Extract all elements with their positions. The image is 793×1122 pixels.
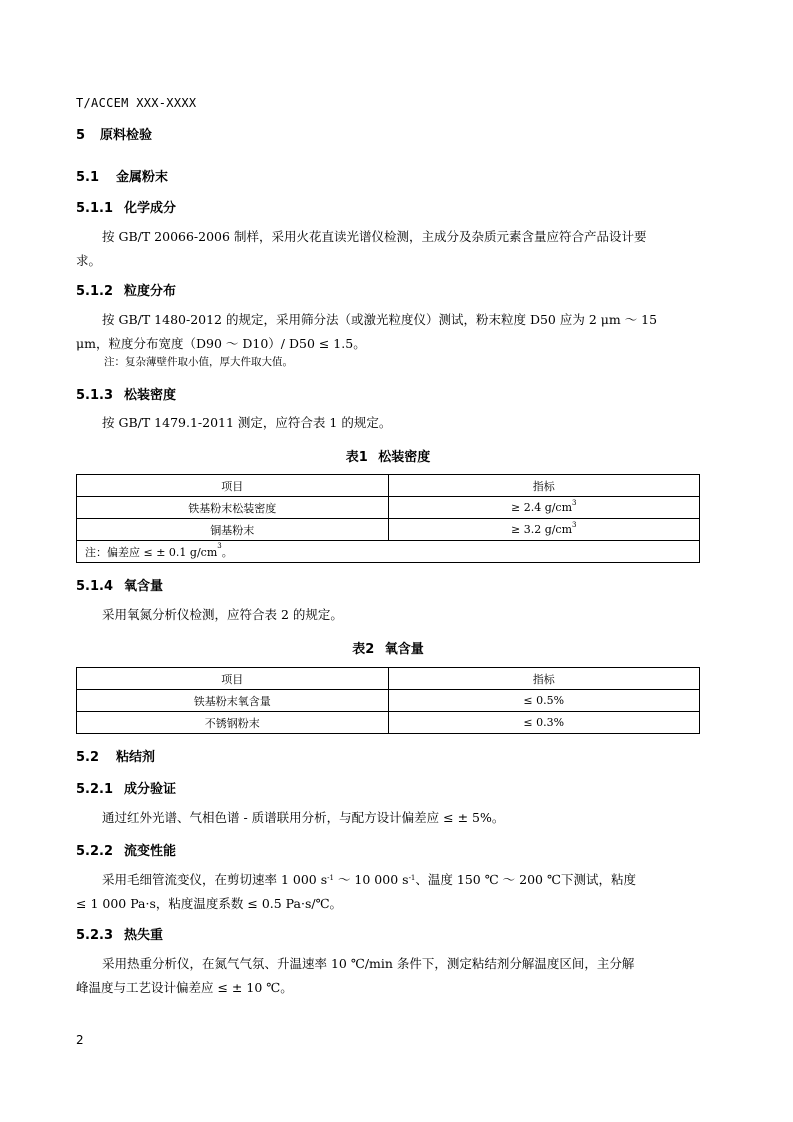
text-run: ～ 10 000 s — [333, 872, 409, 887]
heading-number: 5.2.2 — [76, 844, 114, 859]
table-2-caption: 表2 氧含量 — [352, 642, 424, 657]
table-header-cell: 指标 — [388, 475, 700, 497]
heading-5-1-2 — [76, 280, 176, 299]
table-cell-value — [388, 497, 700, 519]
table-cell-item: 铁基粉末松装密度 — [77, 497, 389, 519]
heading-number: 5.2.1 — [76, 782, 114, 797]
heading-title: 原料检验 — [100, 128, 153, 143]
heading-5-2-2 — [76, 840, 176, 859]
paragraph-line: ≤ 1 000 Pa·s，粘度温度系数 ≤ 0.5 Pa·s/℃。 — [76, 896, 343, 911]
table-note-cell — [77, 541, 700, 563]
heading-title: 金属粉末 — [116, 170, 169, 185]
paragraph-oxygen-content — [76, 603, 700, 627]
table-cell-value: ≤ 0.5% — [388, 690, 700, 712]
paragraph-line: 按 GB/T 1479.1-2011 测定，应符合表 1 的规定。 — [102, 415, 392, 430]
table-2 — [76, 667, 700, 734]
paragraph-line: 通过红外光谱、气相色谱 - 质谱联用分析，与配方设计偏差应 ≤ ± 5%。 — [102, 810, 505, 825]
document-code: T/ACCEM XXX-XXXX — [76, 96, 197, 110]
table-cell-item: 铜基粉末 — [77, 519, 389, 541]
heading-title: 粒度分布 — [124, 284, 177, 299]
table-cell-value — [388, 519, 700, 541]
heading-title: 氧含量 — [124, 579, 164, 594]
paragraph-apparent-density — [76, 411, 700, 435]
heading-5-2-3 — [76, 924, 163, 943]
table-row — [77, 519, 700, 541]
table-header-row — [77, 668, 700, 690]
note-end: 。 — [221, 545, 233, 559]
paragraph-line: 按 GB/T 1480-2012 的规定，采用筛分法（或激光粒度仪）测试，粉末粒度 D50 应为 2 μm ～ 15 — [102, 312, 658, 327]
paragraph-chemical-composition — [76, 225, 700, 273]
heading-5-1-3 — [76, 384, 176, 403]
paragraph-thermal-weight-loss — [76, 952, 700, 1000]
table-cell-item: 铁基粉末氧含量 — [77, 690, 389, 712]
paragraph-line: 采用氧氮分析仪检测，应符合表 2 的规定。 — [102, 607, 343, 622]
table-cell-value: ≤ 0.3% — [388, 712, 700, 734]
heading-title: 成分验证 — [124, 782, 177, 797]
table-header-cell: 指标 — [388, 668, 700, 690]
table-row — [77, 712, 700, 734]
paragraph-rheology — [76, 868, 700, 916]
superscript: -1 — [327, 874, 334, 882]
heading-5-2-1 — [76, 778, 176, 797]
note-superscript: 3 — [217, 541, 222, 550]
table-row — [77, 690, 700, 712]
heading-5-1-4 — [76, 575, 163, 594]
value-superscript: 3 — [572, 521, 577, 529]
paragraph-line: 按 GB/T 20066-2006 制样，采用火花直读光谱仪检测，主成分及杂质元素含量应符合产品设计要 — [102, 229, 647, 244]
heading-number: 5.1.4 — [76, 579, 114, 594]
heading-5-1 — [76, 166, 168, 185]
heading-5 — [76, 124, 152, 143]
heading-number: 5.1 — [76, 170, 100, 185]
heading-number: 5.2.3 — [76, 928, 114, 943]
page-number: 2 — [76, 1033, 84, 1047]
text-run: 、温度 150 ℃ ～ 200 ℃下测试，粘度 — [415, 872, 636, 887]
text-run: 采用毛细管流变仪，在剪切速率 1 000 s — [102, 872, 328, 887]
heading-number: 5.1.1 — [76, 201, 114, 216]
value-text: ≥ 2.4 g/cm — [510, 501, 573, 514]
paragraph-composition-verification — [76, 806, 700, 830]
note-particle-size: 注：复杂薄壁件取小值，厚大件取大值。 — [104, 356, 293, 368]
heading-number: 5.1.3 — [76, 388, 114, 403]
paragraph-line: 求。 — [76, 253, 102, 268]
paragraph-particle-size — [76, 308, 700, 356]
table-1-caption: 表1 松装密度 — [345, 450, 431, 465]
paragraph-line: μm，粒度分布宽度（D90 ～ D10）/ D50 ≤ 1.5。 — [76, 336, 366, 351]
table-cell-item: 不锈钢粉末 — [77, 712, 389, 734]
heading-5-1-1 — [76, 197, 176, 216]
superscript: -1 — [408, 874, 416, 882]
heading-title: 粘结剂 — [116, 750, 156, 765]
paragraph-line — [76, 868, 700, 892]
paragraph-line: 采用热重分析仪，在氮气气氛、升温速率 10 ℃/min 条件下，测定粘结剂分解温度区间，主分解 — [102, 956, 635, 971]
paragraph-line: 峰温度与工艺设计偏差应 ≤ ± 10 ℃。 — [76, 980, 293, 995]
table-row — [77, 497, 700, 519]
value-superscript: 3 — [572, 499, 577, 507]
heading-title: 流变性能 — [124, 844, 177, 859]
heading-number: 5 — [76, 128, 86, 143]
heading-title: 热失重 — [124, 928, 164, 943]
heading-number: 5.2 — [76, 750, 100, 765]
table-note-row — [77, 541, 700, 563]
value-text: ≥ 3.2 g/cm — [510, 523, 573, 536]
heading-number: 5.1.2 — [76, 284, 114, 299]
table-header-cell: 项目 — [77, 475, 389, 497]
table-header-cell: 项目 — [77, 668, 389, 690]
table-1 — [76, 474, 700, 563]
heading-5-2 — [76, 746, 155, 765]
table-header-row — [77, 475, 700, 497]
note-text: 注：偏差应 ≤ ± 0.1 g/cm — [85, 545, 218, 559]
heading-title: 松装密度 — [124, 388, 177, 403]
heading-title: 化学成分 — [124, 201, 177, 216]
